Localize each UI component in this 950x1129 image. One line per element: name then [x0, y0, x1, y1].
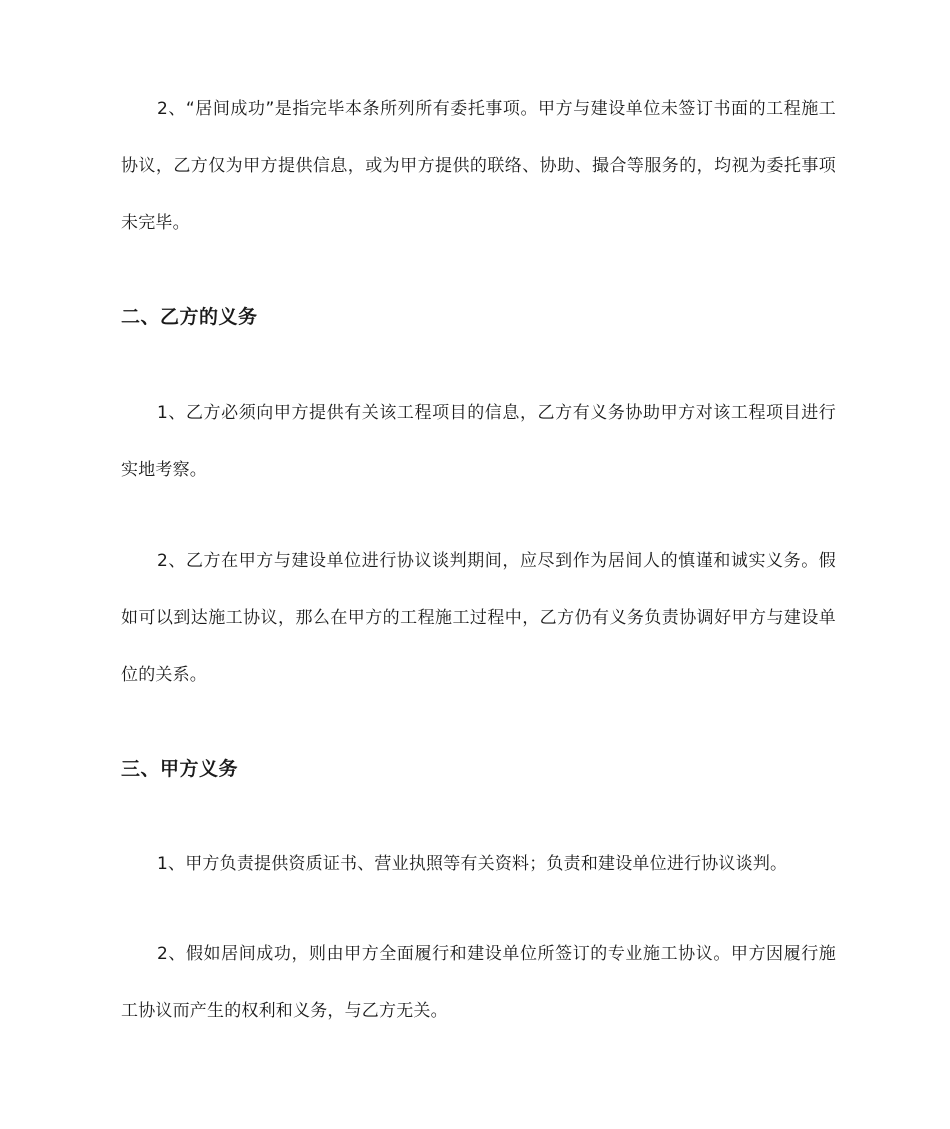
paragraph-party-b-obligation-1: 1、乙方必须向甲方提供有关该工程项目的信息，乙方有义务协助甲方对该工程项目进行实地考察。 [121, 403, 836, 480]
paragraph-mediation-success: 2、“居间成功”是指完毕本条所列所有委托事项。甲方与建设单位未签订书面的工程施工协议，乙方仅为甲方提供信息，或为甲方提供的联络、协助、撮合等服务的，均视为委托事项未完毕。 [121, 99, 836, 233]
paragraph-party-a-obligation-1: 1、甲方负责提供资质证书、营业执照等有关资料；负责和建设单位进行协议谈判。 [157, 854, 788, 874]
paragraph-party-a-obligation-2: 2、假如居间成功，则由甲方全面履行和建设单位所签订的专业施工协议。甲方因履行施工协议而产生的权利和义务，与乙方无关。 [121, 944, 836, 1021]
paragraph-party-b-obligation-2: 2、乙方在甲方与建设单位进行协议谈判期间，应尽到作为居间人的慎谨和诚实义务。假如可以到达施工协议，那么在甲方的工程施工过程中，乙方仍有义务负责协调好甲方与建设单位的关系。 [121, 551, 836, 685]
section-heading-party-a-obligations: 三、甲方义务 [121, 758, 239, 780]
section-heading-party-b-obligations: 二、乙方的义务 [121, 306, 258, 328]
